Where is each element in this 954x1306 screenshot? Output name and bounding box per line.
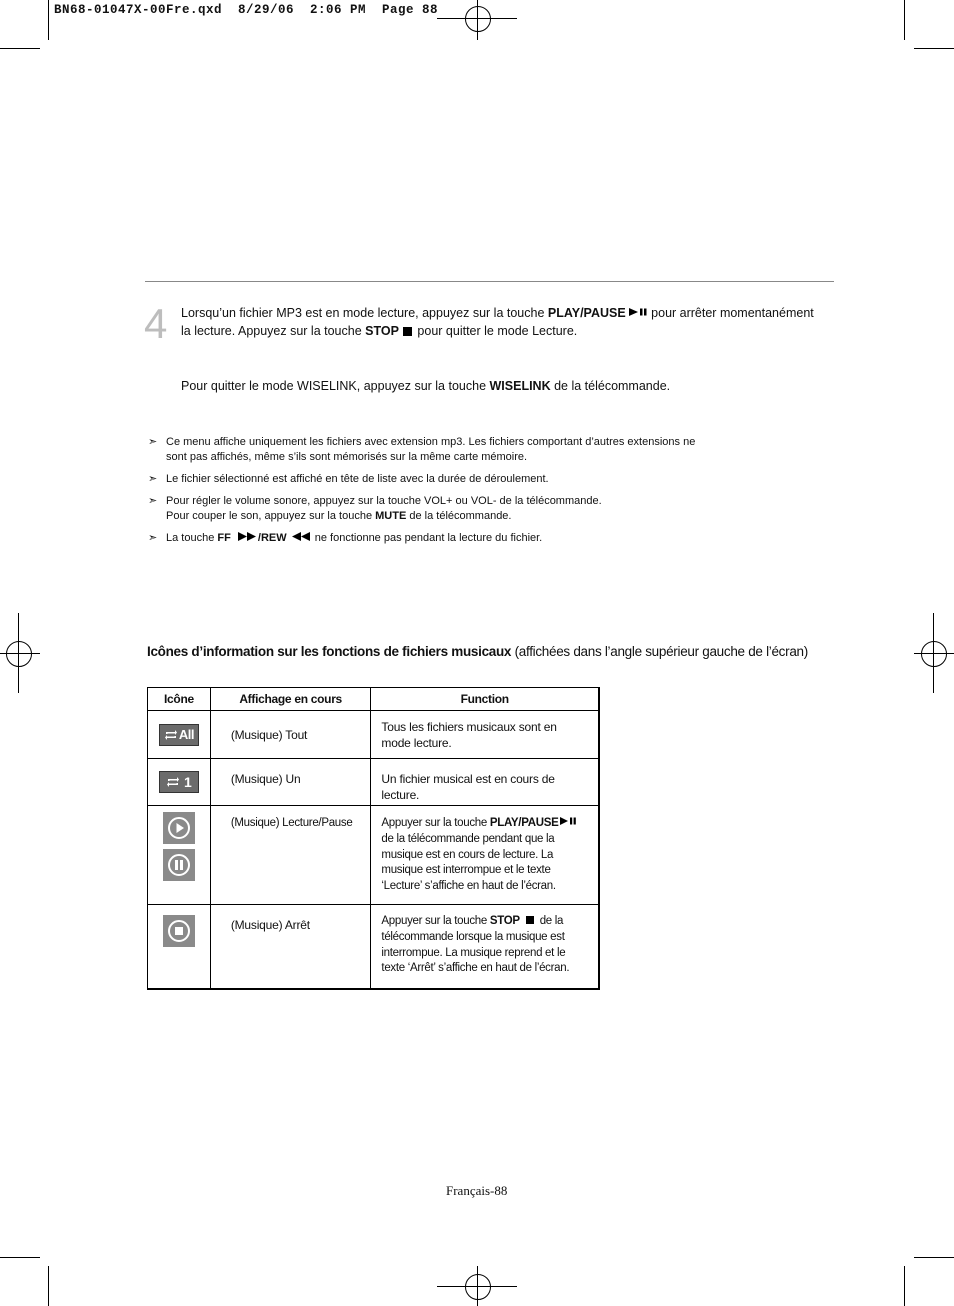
crop-mark — [904, 0, 905, 40]
column-header: Affichage en cours — [210, 688, 371, 711]
function-cell: Appuyer sur la touche STOP de la télécommande lorsque la musique est interrompue. La musique reprend et le texte ‘Arrêt’ s’affiche en haut de l’écran. — [371, 905, 599, 989]
crop-mark — [48, 1266, 49, 1306]
registration-line — [0, 653, 40, 654]
pause-icon — [163, 849, 195, 881]
stop-icon — [163, 915, 195, 947]
note-arrow-icon: ➣ — [148, 532, 158, 544]
stop-icon-inline — [525, 915, 537, 925]
crop-mark — [48, 0, 49, 40]
icons-table — [147, 687, 600, 990]
registration-line — [18, 613, 19, 693]
repeat-all-icon: All — [159, 724, 199, 746]
table-row — [148, 759, 600, 806]
note-arrow-icon: ➣ — [148, 436, 158, 448]
table-row — [148, 905, 600, 989]
note-3: Pour régler le volume sonore, appuyez sur la touche VOL+ ou VOL- de la télécommande. Pour couper le son, appuyez sur la touche MUTE de la télécommande. — [166, 495, 602, 522]
section-divider — [145, 281, 834, 282]
icon-cell — [148, 905, 211, 989]
play-pause-icon — [560, 816, 577, 826]
file-slug: BN68-01047X-00Fre.qxd 8/29/06 2:06 PM Page 88 — [54, 3, 439, 17]
registration-mark-bottom — [465, 1274, 491, 1300]
note-2: Le fichier sélectionné est affiché en tête de liste avec la durée de déroulement. — [166, 473, 549, 485]
play-circle-icon — [167, 816, 191, 840]
column-header: Icône — [148, 688, 211, 711]
table-row — [148, 711, 600, 759]
registration-line — [914, 653, 954, 654]
icon-cell — [148, 806, 211, 905]
stop-icon — [402, 326, 414, 336]
display-cell: (Musique) Lecture/Pause — [210, 806, 371, 905]
page-number: Français-88 — [446, 1183, 508, 1198]
note-arrow-icon: ➣ — [148, 473, 158, 485]
registration-line — [933, 613, 934, 693]
rewind-icon — [292, 532, 312, 541]
function-cell: Un fichier musical est en cours de lecture. — [371, 759, 599, 806]
table-row — [148, 806, 600, 905]
section-title: Icônes d’information sur les fonctions de fichiers musicaux (affichées dans l’angle supérieur gauche de l’écran) — [147, 644, 808, 659]
play-pause-icon — [629, 307, 648, 317]
repeat-arrow-icon — [166, 776, 180, 788]
pause-circle-icon — [167, 853, 191, 877]
registration-mark-right — [921, 641, 947, 667]
step-4-line-2: la lecture. Appuyez sur la touche STOP pour quitter le mode Lecture. — [181, 324, 578, 338]
crop-mark — [0, 48, 40, 49]
step-4-text — [181, 304, 841, 340]
display-cell: (Musique) Arrêt — [210, 905, 371, 989]
column-header: Function — [371, 688, 599, 711]
icon-cell — [148, 759, 211, 806]
stop-circle-icon — [167, 919, 191, 943]
note-arrow-icon: ➣ — [148, 495, 158, 507]
registration-mark-left — [6, 641, 32, 667]
function-cell: Appuyer sur la touche PLAY/PAUSE de la télécommande pendant que la musique est en cours de lecture. La musique est interrompue et le texte ‘Lecture’ s’affiche en haut de l’écran. — [371, 806, 599, 905]
crop-mark — [904, 1266, 905, 1306]
step-number: 4 — [144, 300, 168, 347]
play-icon — [163, 812, 195, 844]
fast-forward-icon — [238, 532, 258, 541]
icon-cell — [148, 711, 211, 759]
display-cell: (Musique) Un — [210, 759, 371, 806]
registration-line — [477, 0, 478, 40]
crop-mark — [0, 1257, 40, 1258]
registration-mark-top — [465, 6, 491, 32]
step-4-line-1: Lorsqu’un fichier MP3 est en mode lecture, appuyez sur la touche PLAY/PAUSE pour arrêter momentanément — [181, 306, 814, 320]
display-cell: (Musique) Tout — [210, 711, 371, 759]
repeat-one-icon: 1 — [159, 771, 199, 793]
note-4: La touche FF /REW ne fonctionne pas pendant la lecture du fichier. — [166, 532, 543, 544]
exit-note: Pour quitter le mode WISELINK, appuyez sur la touche WISELINK de la télécommande. — [181, 379, 671, 393]
note-1: Ce menu affiche uniquement les fichiers avec extension mp3. Les fichiers comportant d’autres extensions ne sont pas affichés, même s’ils sont mémorisés sur la même carte mémoire. — [166, 436, 696, 463]
crop-mark — [914, 48, 954, 49]
table-header-row — [148, 688, 600, 711]
registration-line — [477, 1266, 478, 1306]
repeat-arrow-icon — [164, 729, 178, 741]
crop-mark — [914, 1257, 954, 1258]
function-cell: Tous les fichiers musicaux sont en mode lecture. — [371, 711, 599, 759]
